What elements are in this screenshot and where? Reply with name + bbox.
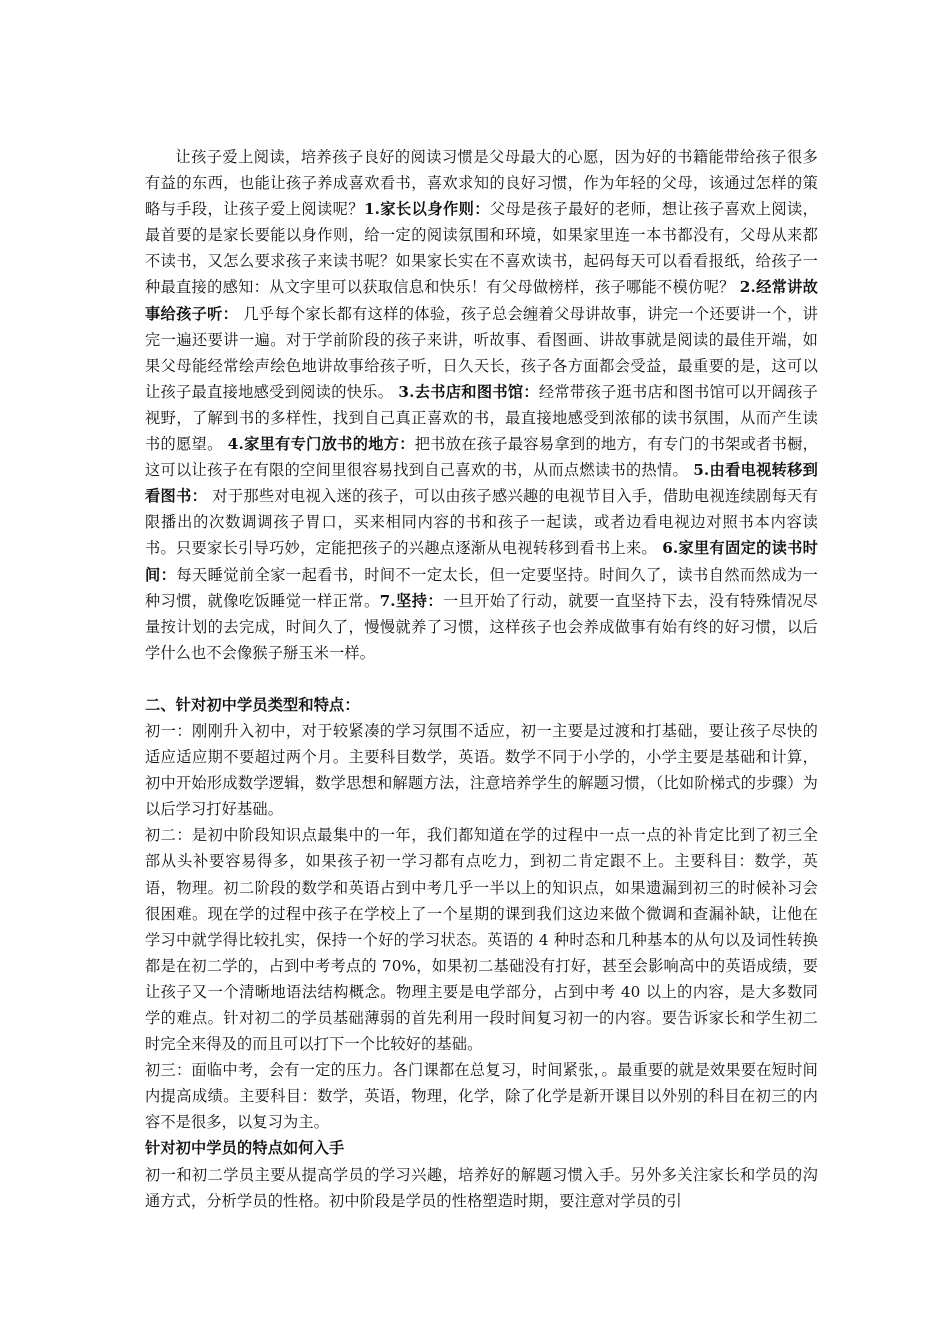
tip-3-text: 经常带孩子逛书店和图书馆可以开阔孩子视野，了解到书的多样性，找到自己真正喜欢的书，最直接地感受到浓郁的读书氛围，从而产生读书的愿望。 [145,382,818,454]
section-2-heading: 二、针对初中学员类型和特点： [145,695,360,714]
tip-5-text: 对于那些对电视入迷的孩子，可以由孩子感兴趣的电视节目入手，借助电视连续剧每天有限播出的次数调调孩子胃口，买来相同内容的书和孩子一起读，或者边看电视边对照书本内容读书。只要家长引导巧妙，定能把孩子的兴趣点逐渐从电视转移到看书上来。 [145,487,818,558]
approach-heading: 针对初中学员的特点如何入手 [145,1139,345,1158]
approach-paragraph: 初一和初二学员主要从提高学员的学习兴趣，培养好的解题习惯入手。另外多关注家长和学员的沟通方式，分析学员的性格。初中阶段是学员的性格塑造时期，要注意对学员的引 [145,1165,818,1210]
tip-1-text: 父母是孩子最好的老师，想让孩子喜欢上阅读，最首要的是家长要能以身作则，给一定的阅读氛围和环境，如果家里连一本书都没有，父母从来都不读书，又怎么要求孩子来读书呢？如果家长实在不喜欢读书，起码每天可以看看报纸，给孩子一种最直接的感知：从文字里可以获取信息和快乐！有父母做榜样，孩子哪能不模仿呢？ [145,200,818,297]
tip-7-text: 一旦开始了行动，就要一直坚持下去，没有特殊情况尽量按计划的去完成，时间久了，慢慢就养了习惯，这样孩子也会养成做事有始有终的好习惯，以后学什么也不会像猴子掰玉米一样。 [145,591,818,662]
tip-2-text: 几乎每个家长都有这样的体验，孩子总会缠着父母讲故事，讲完一个还要讲一个，讲完一遍还要讲一遍。对于学前阶段的孩子来讲，听故事、看图画、讲故事就是阅读的最佳开端，如果父母能经常绘声绘色地讲故事给孩子听，日久天长，孩子各方面都会受益，最重要的是，这可以让孩子最直接地感受到阅读的快乐。 [145,304,818,401]
tip-1-heading: 1.家长以身作则： [363,200,490,219]
grade-3-paragraph: 初三：面临中考，会有一定的压力。各门课都在总复习，时间紧张，。最重要的就是效果要在短时间内提高成绩。主要科目：数学，英语，物理，化学，除了化学是新开课目以外别的科目在初三的内容不是很多，以复习为主。 [145,1061,818,1132]
grade-1-paragraph: 初一：刚刚升入初中，对于较紧凑的学习氛围不适应，初一主要是过渡和打基础，要让孩子尽快的适应适应期不要超过两个月。主要科目数学，英语。数学不同于小学的，小学主要是基础和计算，初中开始形成数学逻辑，数学思想和解题方法，注意培养学生的解题习惯，（比如阶梯式的步骤）为以后学习打好基础。 [145,721,818,819]
tip-5-heading: 5.由看电视转移到看图书： [145,461,818,506]
tip-2-heading: 2.经常讲故事给孩子听： [145,278,818,323]
tip-4-heading: 4.家里有专门放书的地方： [227,435,415,454]
intro-text: 让孩子爱上阅读，培养孩子良好的阅读习惯是父母最大的心愿，因为好的书籍能带给孩子很多有益的东西，也能让孩子养成喜欢看书，喜欢求知的良好习惯，作为年轻的父母，该通过怎样的策略与手段，让孩子爱上阅读呢？ [145,148,818,219]
tip-7-heading: 7.坚持： [379,591,443,610]
grade-2-paragraph: 初二：是初中阶段知识点最集中的一年，我们都知道在学的过程中一点一点的补肯定比到了初三全部从头补要容易得多，如果孩子初一学习都有点吃力，到初二肯定跟不上。主要科目：数学，英语，物理。初二阶段的数学和英语占到中考几乎一半以上的知识点，如果遗漏到初三的时候补习会很困难。现在学的过程中孩子在学校上了一个星期的课到我们这边来做个微调和查漏补缺，让他在学习中就学得比较扎实，保持一个好的学习状态。英语的 4 种时态和几种基本的从句以及词性转换都是在初二学的，占到中考考点的 70%，如果初二基础没有打好，甚至会影响高中的英语成绩，要让孩子又一个清晰地语法结构概念。物理主要是电学部分，占到中考 40 以上的内容，是大多数同学的难点。针对初二的学员基础薄弱的首先利用一段时间复习初一的内容。要告诉家长和学生初二时完全来得及的而且可以打下一个比较好的基础。 [145,826,818,1054]
tip-6-text: 每天睡觉前全家一起看书，时间不一定太长，但一定要坚持。时间久了，读书自然而然成为一种习惯，就像吃饭睡觉一样正常。 [145,565,818,610]
intro-paragraph [145,144,818,666]
tip-6-heading: 6.家里有固定的读书时间： [145,539,818,584]
tip-4-text: 把书放在孩子最容易拿到的地方，有专门的书架或者书橱，这可以让孩子在有限的空间里很容易找到自己喜欢的书，从而点燃读书的热情。 [145,435,819,480]
tip-3-heading: 3.去书店和图书馆： [398,382,539,401]
paragraph-gap [145,666,818,692]
document-body [145,144,818,1214]
